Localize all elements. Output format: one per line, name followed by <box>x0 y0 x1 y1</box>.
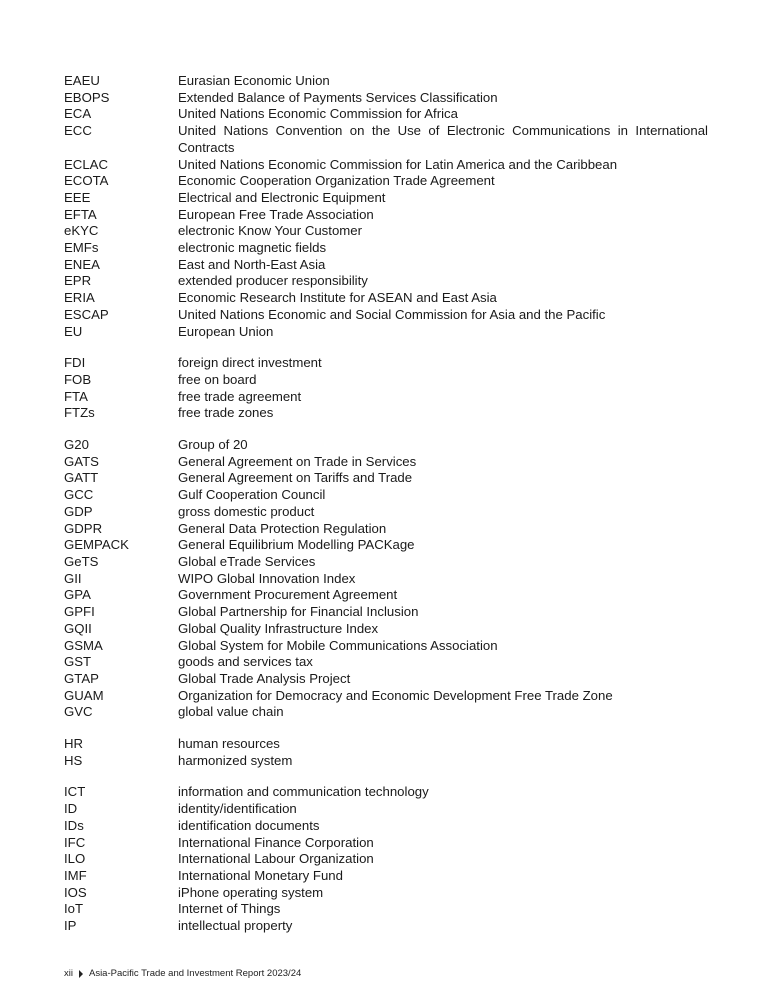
abbreviation-row <box>64 704 708 721</box>
abbreviation-row <box>64 190 708 207</box>
abbreviation-term: ECLAC <box>64 156 108 172</box>
abbreviation-term: GSMA <box>64 637 103 653</box>
abbreviation-term: GeTS <box>64 553 99 569</box>
abbreviation-row <box>64 638 708 655</box>
abbreviation-term: GII <box>64 570 82 586</box>
report-title: Asia-Pacific Trade and Investment Report 2023/24 <box>88 968 302 979</box>
abbreviation-definition: United Nations Economic Commission for Latin America and the Caribbean <box>178 156 618 172</box>
abbreviation-term: GPFI <box>64 604 95 620</box>
arrow-icon <box>79 970 83 978</box>
abbreviation-definition: United Nations Convention on the Use of Electronic Communications in International Contracts <box>178 123 708 155</box>
abbreviation-row <box>64 521 708 538</box>
abbreviation-row <box>64 307 708 324</box>
abbreviation-definition: Group of 20 <box>178 437 248 453</box>
abbreviation-definition: WIPO Global Innovation Index <box>178 570 356 586</box>
abbreviation-row <box>64 273 708 290</box>
abbreviation-definition: International Finance Corporation <box>178 834 374 850</box>
abbreviation-definition: electronic magnetic fields <box>178 240 327 256</box>
abbreviation-row <box>64 290 708 307</box>
abbreviation-row <box>64 123 708 156</box>
abbreviation-term: ESCAP <box>64 306 109 322</box>
abbreviation-term: IP <box>64 918 77 934</box>
abbreviation-definition: Economic Research Institute for ASEAN and East Asia <box>178 290 497 306</box>
abbreviation-term: FTZs <box>64 405 95 421</box>
abbreviation-definition: European Union <box>178 323 274 339</box>
abbreviation-definition: General Agreement on Trade in Services <box>178 453 417 469</box>
abbreviation-term: GST <box>64 654 92 670</box>
abbreviation-definition: Global Quality Infrastructure Index <box>178 620 379 636</box>
abbreviation-term: ILO <box>64 851 86 867</box>
abbreviation-definition: Gulf Cooperation Council <box>178 487 326 503</box>
page-number: xii <box>64 968 73 979</box>
abbreviation-definition: electronic Know Your Customer <box>178 223 362 239</box>
abbreviation-term: EAEU <box>64 73 100 88</box>
abbreviation-term: ECA <box>64 106 92 122</box>
abbreviation-term: IOS <box>64 884 87 900</box>
abbreviation-term: IoT <box>64 901 84 917</box>
abbreviation-definition: General Equilibrium Modelling PACKage <box>178 537 415 553</box>
abbreviation-term: HR <box>64 736 84 752</box>
abbreviation-definition: identification documents <box>178 817 320 833</box>
abbreviation-term: ECC <box>64 123 92 139</box>
abbreviation-row <box>64 355 708 372</box>
abbreviation-definition: foreign direct investment <box>178 355 322 371</box>
abbreviation-definition: Electrical and Electronic Equipment <box>178 189 386 205</box>
abbreviation-definition: harmonized system <box>178 752 293 768</box>
abbreviation-row <box>64 106 708 123</box>
abbreviation-row <box>64 801 708 818</box>
abbreviation-definition: General Agreement on Tariffs and Trade <box>178 470 413 486</box>
abbreviation-row <box>64 207 708 224</box>
abbreviation-term: GATS <box>64 453 99 469</box>
abbreviation-term: EU <box>64 323 83 339</box>
abbreviation-term: EMFs <box>64 240 99 256</box>
abbreviation-term: ECOTA <box>64 173 109 189</box>
abbreviation-row <box>64 257 708 274</box>
abbreviation-row <box>64 487 708 504</box>
abbreviation-row <box>64 470 708 487</box>
abbreviation-definition: Global Trade Analysis Project <box>178 670 351 686</box>
abbreviation-row <box>64 835 708 852</box>
abbreviation-row <box>64 571 708 588</box>
page-footer <box>64 968 301 979</box>
abbreviation-term: GDP <box>64 503 93 519</box>
abbreviation-definition: International Labour Organization <box>178 851 374 867</box>
abbreviation-definition: human resources <box>178 736 280 752</box>
abbreviation-term: GPA <box>64 587 91 603</box>
abbreviation-definition: Global System for Mobile Communications Association <box>178 637 498 653</box>
abbreviation-row <box>64 157 708 174</box>
abbreviation-row <box>64 784 708 801</box>
abbreviation-definition: global value chain <box>178 704 284 720</box>
abbreviation-term: FTA <box>64 388 88 404</box>
abbreviation-definition: gross domestic product <box>178 503 315 519</box>
abbreviation-row <box>64 554 708 571</box>
abbreviation-term: IDs <box>64 817 84 833</box>
abbreviation-row <box>64 454 708 471</box>
abbreviation-row <box>64 324 708 341</box>
abbreviation-definition: free trade agreement <box>178 388 302 404</box>
abbreviation-definition: European Free Trade Association <box>178 206 374 222</box>
abbreviation-definition: goods and services tax <box>178 654 313 670</box>
abbreviation-term: GATT <box>64 470 99 486</box>
abbreviation-definition: Global Partnership for Financial Inclusion <box>178 604 419 620</box>
abbreviation-group <box>64 437 708 721</box>
abbreviation-definition: Eurasian Economic Union <box>178 73 330 88</box>
abbreviation-term: GQII <box>64 620 92 636</box>
abbreviation-row <box>64 604 708 621</box>
abbreviation-definition: Economic Cooperation Organization Trade Agreement <box>178 173 495 189</box>
abbreviation-definition: Organization for Democracy and Economic Development Free Trade Zone <box>178 687 613 703</box>
abbreviation-definition: Government Procurement Agreement <box>178 587 398 603</box>
abbreviation-row <box>64 851 708 868</box>
abbreviation-term: ICT <box>64 784 86 800</box>
abbreviation-group <box>64 736 708 769</box>
abbreviation-row <box>64 537 708 554</box>
abbreviation-group <box>64 784 708 934</box>
abbreviation-term: GVC <box>64 704 93 720</box>
abbreviation-row <box>64 688 708 705</box>
abbreviation-row <box>64 753 708 770</box>
abbreviation-definition: Extended Balance of Payments Services Classification <box>178 89 498 105</box>
abbreviation-term: EPR <box>64 273 92 289</box>
abbreviation-row <box>64 405 708 422</box>
abbreviation-term: EFTA <box>64 206 97 222</box>
abbreviation-term: FOB <box>64 371 92 387</box>
abbreviation-definition: General Data Protection Regulation <box>178 520 387 536</box>
abbreviation-term: G20 <box>64 437 89 453</box>
abbreviation-group <box>64 355 708 422</box>
abbreviation-definition: Internet of Things <box>178 901 281 917</box>
abbreviation-row <box>64 389 708 406</box>
abbreviations-list <box>64 73 708 950</box>
abbreviation-definition: International Monetary Fund <box>178 867 343 883</box>
abbreviation-term: GUAM <box>64 687 104 703</box>
abbreviation-row <box>64 671 708 688</box>
abbreviation-definition: Global eTrade Services <box>178 553 316 569</box>
abbreviation-row <box>64 885 708 902</box>
abbreviation-row <box>64 621 708 638</box>
abbreviation-term: GDPR <box>64 520 103 536</box>
abbreviation-row <box>64 654 708 671</box>
abbreviation-term: GCC <box>64 487 94 503</box>
abbreviation-term: HS <box>64 752 83 768</box>
abbreviation-row <box>64 918 708 935</box>
abbreviation-term: ENEA <box>64 256 100 272</box>
abbreviation-definition: information and communication technology <box>178 784 429 800</box>
abbreviation-definition: iPhone operating system <box>178 884 324 900</box>
abbreviation-term: FDI <box>64 355 86 371</box>
abbreviation-term: ERIA <box>64 290 95 306</box>
abbreviation-row <box>64 223 708 240</box>
abbreviation-definition: identity/identification <box>178 801 297 817</box>
abbreviation-definition: extended producer responsibility <box>178 273 368 289</box>
abbreviation-row <box>64 504 708 521</box>
abbreviation-row <box>64 587 708 604</box>
abbreviation-definition: intellectual property <box>178 918 293 934</box>
abbreviation-term: IMF <box>64 867 87 883</box>
abbreviation-term: GEMPACK <box>64 537 129 553</box>
abbreviation-definition: East and North-East Asia <box>178 256 326 272</box>
abbreviation-definition: United Nations Economic and Social Commission for Asia and the Pacific <box>178 306 606 322</box>
abbreviation-row <box>64 868 708 885</box>
abbreviation-row <box>64 736 708 753</box>
abbreviation-row <box>64 437 708 454</box>
abbreviation-term: IFC <box>64 834 86 850</box>
abbreviation-term: GTAP <box>64 670 99 686</box>
abbreviation-definition: free on board <box>178 371 257 387</box>
abbreviation-row <box>64 818 708 835</box>
abbreviation-row <box>64 901 708 918</box>
abbreviation-row <box>64 240 708 257</box>
abbreviation-definition: free trade zones <box>178 405 274 421</box>
abbreviation-term: ID <box>64 801 78 817</box>
abbreviation-row <box>64 90 708 107</box>
abbreviation-row <box>64 372 708 389</box>
abbreviation-group <box>64 73 708 340</box>
abbreviation-term: EBOPS <box>64 89 110 105</box>
abbreviation-row <box>64 173 708 190</box>
abbreviation-definition: United Nations Economic Commission for Africa <box>178 106 458 122</box>
abbreviation-term: EEE <box>64 189 91 205</box>
abbreviation-row <box>64 73 708 90</box>
abbreviation-term: eKYC <box>64 223 99 239</box>
